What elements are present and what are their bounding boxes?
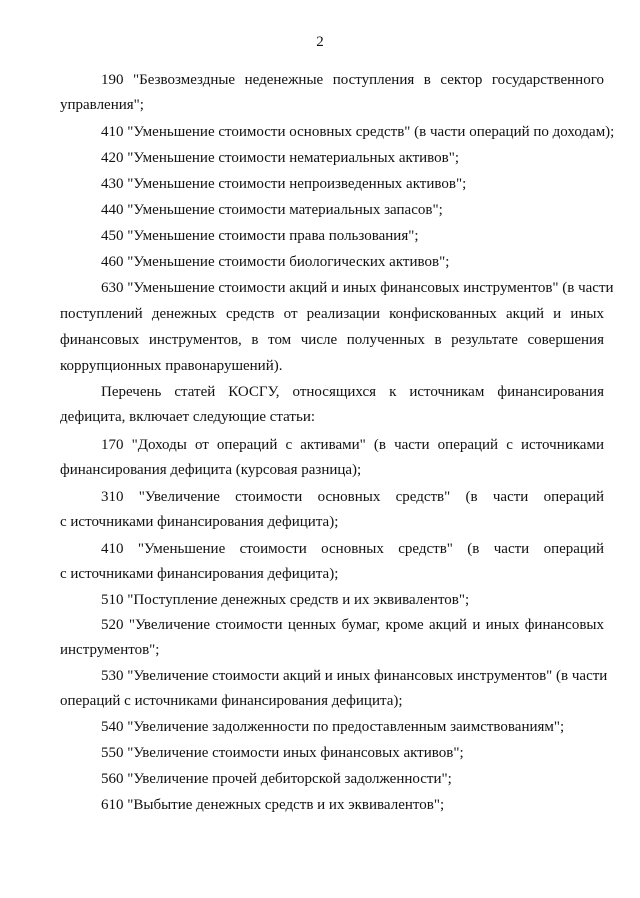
- paragraph-310-line-2: с источниками финансирования дефицита);: [60, 514, 339, 530]
- paragraph-list-intro-line-1: Перечень статей КОСГУ, относящихся к источникам финансирования: [101, 384, 604, 400]
- paragraph-190-line-1: 190 "Безвозмездные неденежные поступления в сектор государственного: [101, 72, 604, 88]
- paragraph-520-line-1: 520 "Увеличение стоимости ценных бумаг, кроме акций и иных финансовых: [101, 617, 604, 633]
- paragraph-630-line-3: финансовых инструментов, в том числе полученных в результате совершения: [60, 332, 604, 348]
- paragraph-530-line-1: 530 "Увеличение стоимости акций и иных финансовых инструментов" (в части: [101, 668, 608, 684]
- paragraph-410-sources-line-2: с источниками финансирования дефицита);: [60, 566, 339, 582]
- paragraph-420: 420 "Уменьшение стоимости нематериальных активов";: [101, 150, 460, 166]
- paragraph-170-line-1: 170 "Доходы от операций с активами" (в части операций с источниками: [101, 437, 604, 453]
- paragraph-310-line-1: 310 "Увеличение стоимости основных средств" (в части операций: [101, 489, 604, 505]
- paragraph-410-income: 410 "Уменьшение стоимости основных средств" (в части операций по доходам);: [101, 124, 615, 140]
- paragraph-630-line-1: 630 "Уменьшение стоимости акций и иных финансовых инструментов" (в части: [101, 280, 614, 296]
- paragraph-list-intro-line-2: дефицита, включает следующие статьи:: [60, 409, 316, 425]
- paragraph-190-line-2: управления";: [60, 97, 144, 113]
- paragraph-410-sources-line-1: 410 "Уменьшение стоимости основных средств" (в части операций: [101, 541, 604, 557]
- paragraph-520-line-2: инструментов";: [60, 642, 160, 658]
- paragraph-550: 550 "Увеличение стоимости иных финансовых активов";: [101, 745, 464, 761]
- paragraph-460: 460 "Уменьшение стоимости биологических активов";: [101, 254, 450, 270]
- paragraph-510: 510 "Поступление денежных средств и их эквивалентов";: [101, 592, 470, 608]
- paragraph-540: 540 "Увеличение задолженности по предоставленным заимствованиям";: [101, 719, 565, 735]
- paragraph-560: 560 "Увеличение прочей дебиторской задолженности";: [101, 771, 452, 787]
- paragraph-530-line-2: операций с источниками финансирования дефицита);: [60, 693, 403, 709]
- paragraph-630-line-4: коррупционных правонарушений).: [60, 358, 283, 374]
- paragraph-430: 430 "Уменьшение стоимости непроизведенных активов";: [101, 176, 467, 192]
- paragraph-610: 610 "Выбытие денежных средств и их эквивалентов";: [101, 797, 445, 813]
- paragraph-450: 450 "Уменьшение стоимости права пользования";: [101, 228, 419, 244]
- page-number: 2: [316, 34, 324, 50]
- paragraph-440: 440 "Уменьшение стоимости материальных запасов";: [101, 202, 443, 218]
- paragraph-630-line-2: поступлений денежных средств от реализации конфискованных акций и иных: [60, 306, 604, 322]
- paragraph-170-line-2: финансирования дефицита (курсовая разница);: [60, 462, 362, 478]
